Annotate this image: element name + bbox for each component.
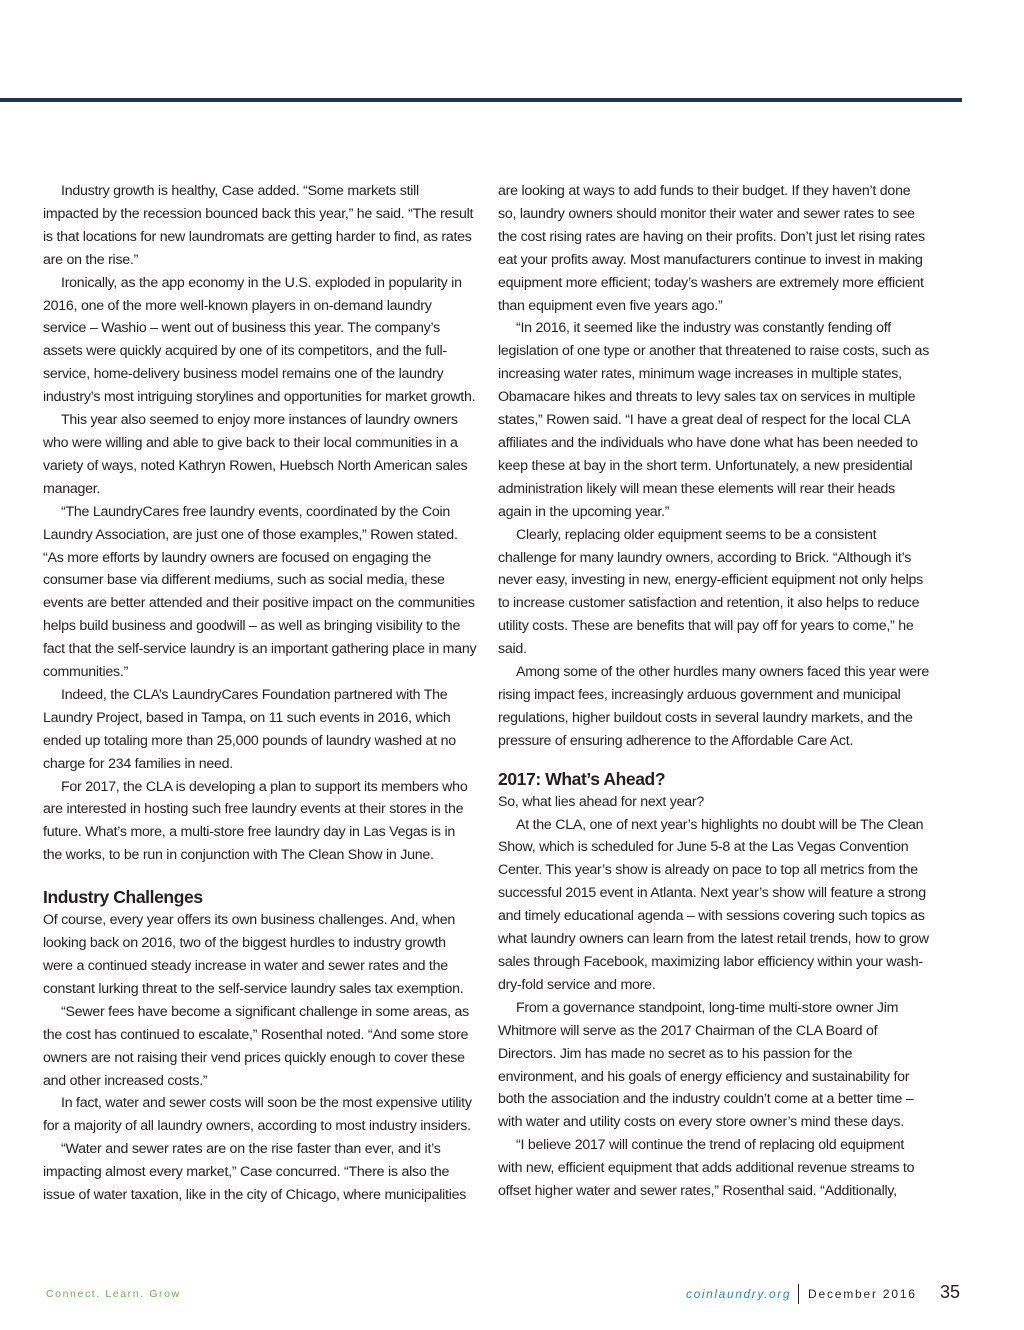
paragraph: Clearly, replacing older equipment seems to be a consistent challenge for many laundry owners, according to Brick. “Although it’s never easy, investing in new, energy-efficient equipment not only helps to increase customer satisfaction and retention, it also helps to reduce utility costs. These are benefits that will pay off for years to come,” he said. <box>498 526 923 658</box>
footer-date: December 2016 <box>808 1287 917 1301</box>
paragraph: Industry growth is healthy, Case added. “Some markets still impacted by the recession bounced back this year,” he said. “The result is that locations for new laundromats are getting harder to find, as rates are on the rise.” <box>43 183 474 268</box>
paragraph: Among some of the other hurdles many owners faced this year were rising impact fees, increasingly arduous government and municipal regulations, higher buildout costs in several laundry markets, and the pressure of ensuring adherence to the Affordable Care Act. <box>498 664 929 749</box>
paragraph: Of course, every year offers its own business challenges. And, when looking back on 2016, two of the biggest hurdles to industry growth were a continued steady increase in water and sewer rates and the constant lurking threat to the self-service laundry sales tax exemption. <box>43 912 464 997</box>
footer-website-link[interactable]: coinlaundry.org <box>686 1287 792 1301</box>
paragraph: From a governance standpoint, long-time multi-store owner Jim Whitmore will serve as the 2017 Chairman of the CLA Board of Directors. Jim has made no secret as to his passion for the environment, and his goals of energy efficiency and sustainability for both the association and the industry couldn’t come at a better time – with water and utility costs on every store owner’s mind these days. <box>498 999 914 1131</box>
paragraph: This year also seemed to enjoy more instances of laundry owners who were willing and able to give back to their local communities in a variety of ways, noted Kathryn Rowen, Huebsch North American sales manager. <box>43 412 468 497</box>
page-footer <box>0 1282 1024 1306</box>
paragraph: At the CLA, one of next year’s highlights no doubt will be The Clean Show, which is scheduled for June 5-8 at the Las Vegas Convention Center. This year’s show is already on pace to top all metrics from the successful 2015 event in Atlanta. Next year’s show will feature a strong and timely educational agenda – with sessions covering such topics as what laundry owners can learn from the latest retail trends, how to grow sales through Facebook, maximizing labor efficiency within your wash-dry-fold service and more. <box>498 816 929 993</box>
section-heading-whats-ahead: 2017: What’s Ahead? <box>498 768 666 789</box>
paragraph: “The LaundryCares free laundry events, coordinated by the Coin Laundry Association, are just one of those examples,” Rowen stated. “As more efforts by laundry owners are focused on engaging the consumer base via different mediums, such as social media, these events are better attended and their positive impact on the communities helps build business and goodwill – as well as bringing visibility to the fact that the self-service laundry is an important gathering place in many communities.” <box>43 503 477 681</box>
footer-divider <box>798 1284 799 1304</box>
paragraph: Indeed, the CLA’s LaundryCares Foundation partnered with The Laundry Project, based in Tampa, on 11 such events in 2016, which ended up totaling more than 25,000 pounds of laundry washed at no charge for 234 families in need. <box>43 686 456 772</box>
paragraph: are looking at ways to add funds to their budget. If they haven’t done so, laundry owners should monitor their water and sewer rates to see the cost rising rates are having on their profits. Don’t just let rising rates eat your profits away. Most manufacturers continue to invest in making equipment more efficient; today’s washers are extremely more efficient than equipment even five years ago.” <box>498 183 925 314</box>
page-number: 35 <box>940 1282 961 1302</box>
paragraph: “Sewer fees have become a significant challenge in some areas, as the cost has continued to escalate,” Rosenthal noted. “And some store owners are not raising their vend prices quickly enough to cover these and other increased costs.” <box>43 1003 470 1089</box>
paragraph: Ironically, as the app economy in the U.S. exploded in popularity in 2016, one of the more well-known players in on-demand laundry service – Washio – went out of business this year. The company’s assets were quickly acquired by one of its competitors, and the full-service, home-delivery business model remains one of the laundry industry’s most intriguing storylines and opportunities for market growth. <box>43 274 476 406</box>
paragraph: For 2017, the CLA is developing a plan to support its members who are interested in hosting such free laundry events at their stores in the future. What’s more, a multi-store free laundry day in Las Vegas is in the works, to be run in conjunction with The Clean Show in June. <box>43 778 468 864</box>
paragraph: “In 2016, it seemed like the industry was constantly fending off legislation of one type or another that threatened to raise costs, such as increasing water rates, minimum wage increases in multiple states, Obamacare hikes and threats to levy sales tax on services in multiple states,” Rowen said. “I have a great deal of respect for the local CLA affiliates and the individuals who have done what has been needed to keep these at bay in the short term. Unfortunately, a new presidential administration likely will mean these elements will rear their heads again in the upcoming year.” <box>498 320 930 520</box>
header-rule <box>0 98 962 102</box>
paragraph: “I believe 2017 will continue the trend of replacing old equipment with new, efficient equipment that adds additional revenue streams to offset higher water and sewer rates,” Rosenthal said. “Additionally, <box>498 1137 915 1200</box>
paragraph: In fact, water and sewer costs will soon be the most expensive utility for a majority of all laundry owners, according to most industry insiders. <box>43 1095 472 1135</box>
left-column <box>43 180 477 1207</box>
footer-tagline: Connect. Learn. Grow <box>46 1288 181 1300</box>
section-heading-industry-challenges: Industry Challenges <box>43 887 203 908</box>
right-column <box>498 180 932 1203</box>
paragraph: So, what lies ahead for next year? <box>498 793 705 810</box>
paragraph: “Water and sewer rates are on the rise faster than ever, and it’s impacting almost every market,” Case concurred. “There is also the issue of water taxation, like in the city of Chicago, where municipalities <box>43 1141 467 1204</box>
